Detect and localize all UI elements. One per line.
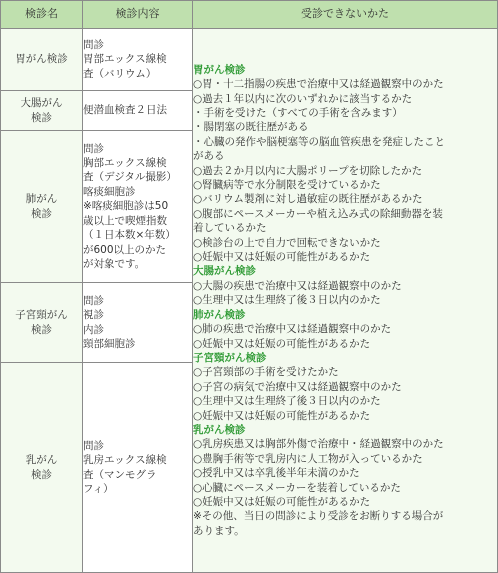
exclusion-line: ○胃・十二指腸の疾患で治療中又は経過観察中のかた [193, 78, 444, 91]
exam-content-cervical [83, 283, 193, 363]
exclusion-section-stomach [193, 63, 497, 265]
exclusion-line: ○肺の疾患で治療中又は経過観察中のかた [193, 323, 392, 336]
exclusion-line: ○過去１年以内に次のいずれかに該当するかた [193, 92, 413, 105]
exam-content-line: ※喀痰細胞診は50 [83, 200, 169, 213]
exclusion-section-lung [193, 308, 497, 351]
header-exam-name: 検診名 [1, 1, 83, 29]
exclusion-line: ○生理中又は生理終了後３日以内のかた [193, 294, 381, 307]
exclusion-line: ○腹部にペースメーカーや植え込み式の除細動器を装 [193, 207, 443, 220]
exam-content-line: フィ） [83, 482, 114, 495]
exclusion-line: ○妊娠中又は妊娠の可能性があるかた [193, 251, 371, 264]
exam-name-lung [1, 131, 83, 283]
exclusion-line: ・心臓の発作や脳梗塞等の脳血管疾患を発症したこと [193, 135, 445, 148]
exam-content-colon [83, 91, 193, 131]
exclusion-line: ○心臓にペースメーカーを装着しているかた [193, 481, 401, 494]
exam-name-line: 乳がん [25, 454, 58, 467]
exam-content-line: が対象です。 [83, 257, 146, 270]
exam-content-line: 視診 [83, 309, 104, 322]
exclusion-title-breast: 乳がん検診 [193, 423, 246, 436]
header-exclusions: 受診できないかた [193, 1, 498, 29]
exclusion-line: ○検診台の上で自力で回転できないかた [193, 236, 381, 249]
exclusion-line: ・腸閉塞の既往歴がある [193, 121, 309, 134]
exclusion-line: ・手術を受けた（すべての手術を含みます） [193, 107, 403, 120]
exclusion-line: ○大腸の疾患で治療中又は経過観察中のかた [193, 279, 402, 292]
exam-content-line: 問診 [83, 294, 104, 307]
exam-content-lung [83, 131, 193, 283]
exam-name-line: 肺がん [25, 193, 58, 206]
exclusion-section-cervical [193, 351, 497, 423]
exclusion-section-breast [193, 423, 497, 509]
exam-name-line: 大腸がん [20, 97, 63, 110]
exclusion-title-stomach: 胃がん検診 [193, 63, 246, 76]
exam-content-line: が600以上のかた [83, 243, 167, 256]
exam-content-line: 問診 [83, 142, 104, 155]
exclusion-line: ○バリウム製剤に対し過敏症の既往歴があるかた [193, 193, 423, 206]
exam-name-line: 検診 [31, 323, 52, 336]
footnote-line: ※その他、当日の問診により受診をお断りする場合が [193, 510, 444, 523]
exam-name-colon [1, 91, 83, 131]
exam-content-breast [83, 363, 193, 573]
exclusions-cell [193, 29, 498, 573]
header-row [1, 1, 498, 29]
exam-content-line: 喀痰細胞診 [83, 185, 136, 198]
exclusion-section-colon [193, 264, 497, 307]
exam-name-line: 検診 [31, 468, 52, 481]
exam-content-line: 内診 [83, 323, 104, 336]
exclusion-line: がある [193, 150, 225, 163]
exclusion-line: ○授乳中又は卒乳後半年未満のかた [193, 467, 360, 480]
exam-content-line: 便潜血検査２日法 [83, 104, 167, 117]
exam-content-stomach [83, 29, 193, 91]
exclusion-line: ○妊娠中又は妊娠の可能性があるかた [193, 337, 371, 350]
exclusion-line: ○乳房疾患又は胸部外傷で治療中・経過観察中のかた [193, 438, 444, 451]
exam-name-line: 胃がん検診 [15, 53, 68, 66]
exam-content-line: 胃部エックス線検 [83, 53, 167, 66]
exclusion-line: ○子宮頸部の手術を受けたかた [193, 366, 339, 379]
exam-content-line: 問診 [83, 38, 104, 51]
exam-name-line: 検診 [31, 111, 52, 124]
header-exam-content: 検診内容 [83, 1, 193, 29]
exam-content-line: （１日本数×年数） [83, 229, 176, 242]
exclusion-line: ○妊娠中又は妊娠の可能性があるかた [193, 495, 371, 508]
exclusion-title-cervical: 子宮頸がん検診 [193, 351, 267, 364]
exam-content-line: 歳以上で喫煙指数 [83, 214, 167, 227]
exclusion-line: ○過去２か月以内に大腸ポリープを切除したかた [193, 164, 423, 177]
exclusion-line: ○子宮の病気で治療中又は経過観察中のかた [193, 380, 402, 393]
exam-content-line: 査（マンモグラ [83, 468, 157, 481]
exam-content-line: 乳房エックス線検 [83, 454, 167, 467]
exclusion-title-lung: 肺がん検診 [193, 308, 246, 321]
exam-content-line: 問診 [83, 439, 104, 452]
row-stomach [1, 29, 498, 91]
exam-content-line: 胸部エックス線検 [83, 157, 167, 170]
footnote-line: あります。 [193, 524, 245, 537]
exclusion-line: ○妊娠中又は妊娠の可能性があるかた [193, 409, 371, 422]
exclusion-title-colon: 大腸がん検診 [193, 265, 256, 278]
exam-name-stomach [1, 29, 83, 91]
exam-content-line: 査（バリウム） [83, 67, 157, 80]
exam-name-line: 検診 [31, 207, 52, 220]
exam-name-breast [1, 363, 83, 573]
exam-name-line: 子宮頸がん [15, 309, 68, 322]
exclusion-line: ○腎臓病等で水分制限を受けているかた [193, 179, 381, 192]
exam-content-line: 査（デジタル撮影） [83, 171, 177, 184]
exclusion-footnote [193, 509, 497, 538]
exclusion-line: ○豊胸手術等で乳房内に人工物が入っているかた [193, 452, 423, 465]
exclusion-line: ○生理中又は生理終了後３日以内のかた [193, 395, 381, 408]
exam-content-line: 頸部細胞診 [83, 337, 136, 350]
exclusion-line: 着しているかた [193, 222, 267, 235]
exam-name-cervical [1, 283, 83, 363]
